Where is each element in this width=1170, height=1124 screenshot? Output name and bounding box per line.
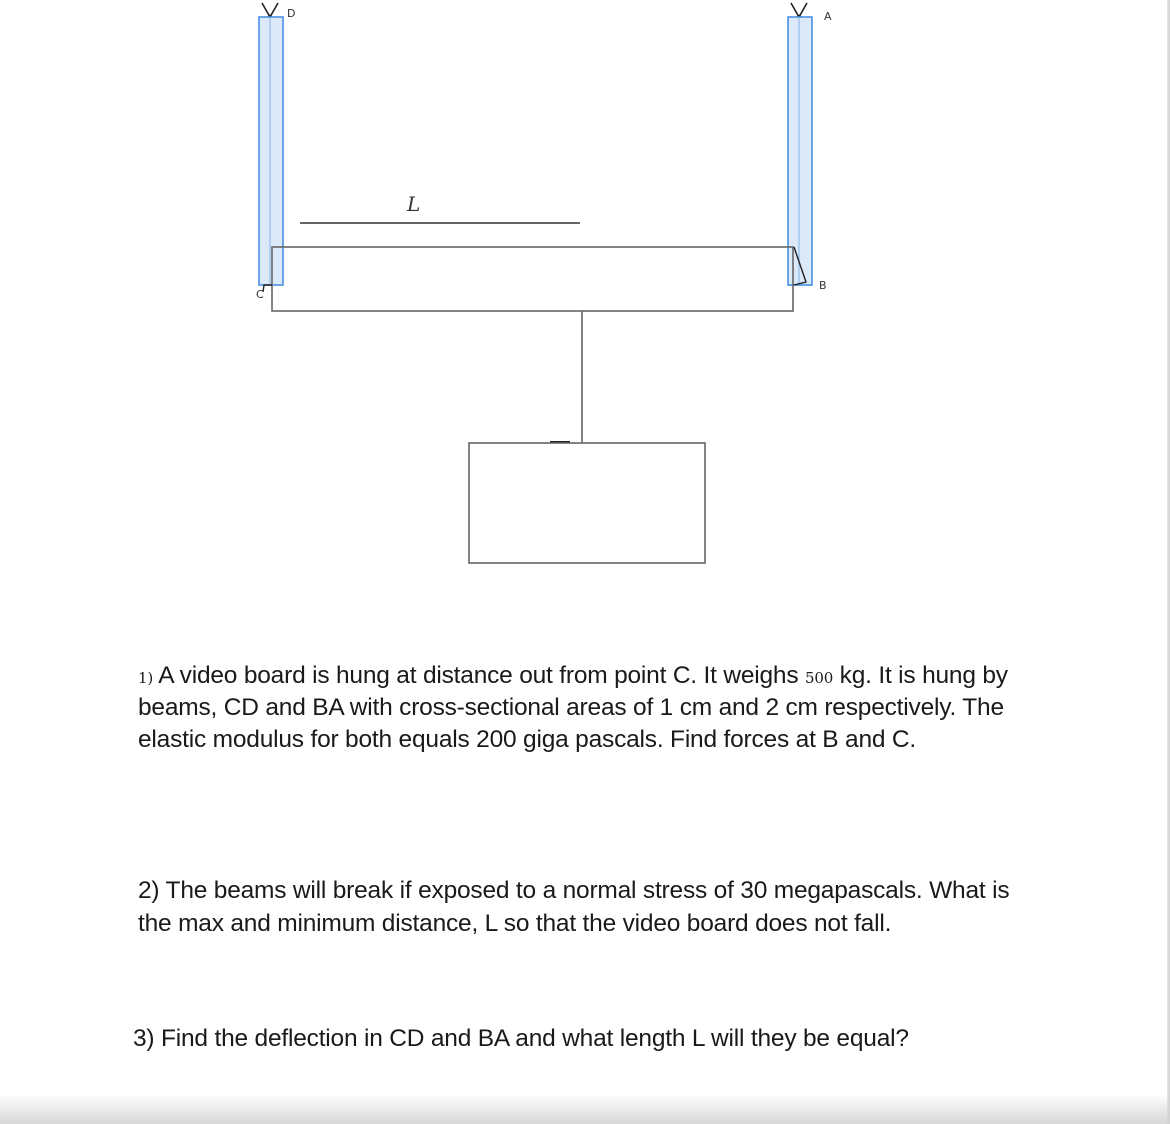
- beam-ba: [788, 17, 812, 285]
- horizontal-beam: [272, 247, 793, 311]
- problem-3: 3) Find the deflection in CD and BA and what length L will they be equal?: [133, 1025, 909, 1052]
- label-a: A: [824, 10, 832, 23]
- label-d: D: [287, 7, 296, 20]
- problem-1-text-b: kg. It is hung by beams, CD and BA with cross-sectional areas of 1 cm and 2 cm respectively. The elastic modulus for both equals 200 giga pascals. Find forces at B and C.: [138, 662, 1008, 753]
- problem-1-weight: 500: [805, 669, 834, 687]
- connection-c: [263, 285, 272, 292]
- video-board: [469, 443, 705, 563]
- problem-1-text-a: A video board is hung at distance out from point C. It weighs: [153, 662, 806, 689]
- problem-2: 2) The beams will break if exposed to a normal stress of 30 megapascals. What is the max and minimum distance, L so that the video board does not fall.: [138, 877, 1010, 938]
- label-l: L: [407, 192, 421, 216]
- beam-cd: [259, 17, 283, 285]
- problem-1: [138, 660, 1018, 756]
- problem-1-number: 1): [138, 669, 153, 687]
- label-c: C: [256, 288, 264, 301]
- bottom-fade: [0, 1094, 1170, 1124]
- label-b: B: [819, 279, 827, 292]
